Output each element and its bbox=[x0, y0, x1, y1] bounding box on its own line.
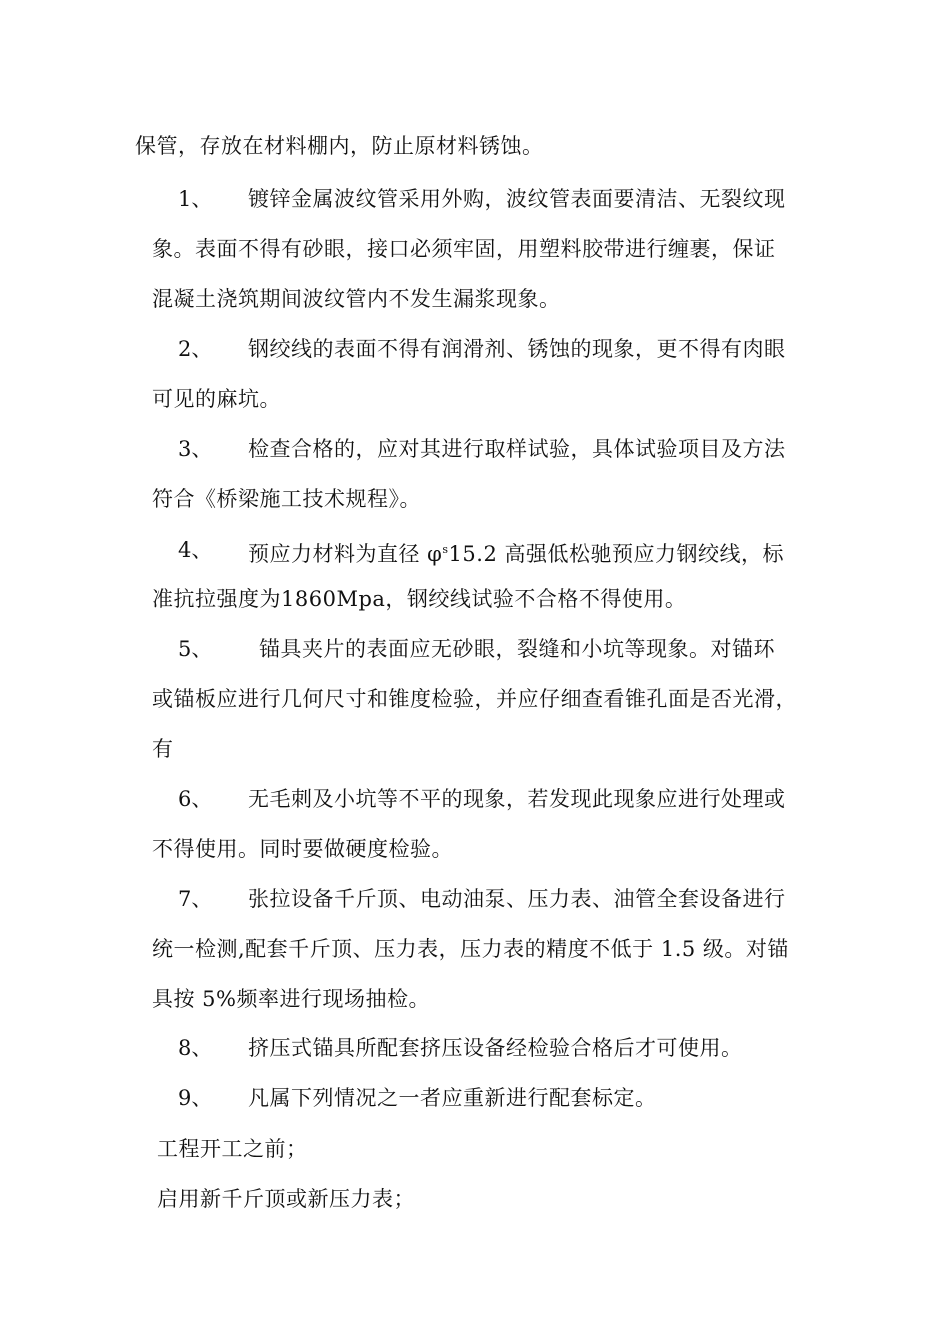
item-7-line-1: 张拉设备千斤顶、电动油泵、压力表、油管全套设备进行 bbox=[248, 887, 786, 911]
item-5-number: 5、 bbox=[178, 637, 213, 661]
intro-line: 保管，存放在材料棚内，防止原材料锈蚀。 bbox=[135, 134, 544, 158]
item-2-line-2: 可见的麻坑。 bbox=[152, 387, 281, 411]
item-6-number: 6、 bbox=[178, 787, 213, 811]
item-1-line-3: 混凝土浇筑期间波纹管内不发生漏浆现象。 bbox=[152, 287, 561, 311]
item-2-line-1: 钢绞线的表面不得有润滑剂、锈蚀的现象，更不得有肉眼 bbox=[248, 337, 786, 361]
item-9-line-1: 凡属下列情况之一者应重新进行配套标定。 bbox=[248, 1086, 657, 1110]
item-3-line-1: 检查合格的，应对其进行取样试验，具体试验项目及方法 bbox=[248, 437, 786, 461]
item-4-line-1-pre: 预应力材料为直径 φ bbox=[248, 542, 443, 566]
item-4-number: 4、 bbox=[178, 538, 213, 562]
item-1-line-2: 象。表面不得有砂眼，接口必须牢固，用塑料胶带进行缠裹，保证 bbox=[152, 237, 776, 261]
item-9-number: 9、 bbox=[178, 1086, 213, 1110]
item-4-superscript: s bbox=[442, 543, 449, 556]
tail-line-2: 启用新千斤顶或新压力表； bbox=[157, 1187, 415, 1211]
item-8-number: 8、 bbox=[178, 1036, 213, 1060]
item-4-line-1 bbox=[248, 535, 784, 569]
item-4-line-2: 准抗拉强度为1860Mpa，钢绞线试验不合格不得使用。 bbox=[152, 587, 687, 611]
item-7-number: 7、 bbox=[178, 887, 213, 911]
item-3-line-2: 符合《桥梁施工技术规程》。 bbox=[152, 487, 421, 511]
item-4-line-1-post: 15.2 高强低松驰预应力钢绞线，标 bbox=[448, 542, 784, 566]
item-2-number: 2、 bbox=[178, 337, 213, 361]
item-1-number: 1、 bbox=[178, 187, 213, 211]
item-5-line-1: 锚具夹片的表面应无砂眼，裂缝和小坑等现象。对锚环 bbox=[259, 637, 775, 661]
item-8-line-1: 挤压式锚具所配套挤压设备经检验合格后才可使用。 bbox=[248, 1036, 743, 1060]
item-7-line-3: 具按 5%频率进行现场抽检。 bbox=[152, 987, 430, 1011]
item-7-line-2: 统一检测,配套千斤顶、压力表，压力表的精度不低于 1.5 级。对锚 bbox=[152, 937, 789, 961]
item-6-line-1: 无毛刺及小坑等不平的现象，若发现此现象应进行处理或 bbox=[248, 787, 786, 811]
tail-line-1: 工程开工之前； bbox=[157, 1137, 308, 1161]
item-1-line-1: 镀锌金属波纹管采用外购，波纹管表面要清洁、无裂纹现 bbox=[248, 187, 786, 211]
item-3-number: 3、 bbox=[178, 437, 213, 461]
item-5-line-2: 或锚板应进行几何尺寸和锥度检验，并应仔细查看锥孔面是否光滑， bbox=[152, 687, 797, 711]
item-5-line-3: 有 bbox=[152, 737, 174, 761]
item-6-line-2: 不得使用。同时要做硬度检验。 bbox=[152, 837, 453, 861]
